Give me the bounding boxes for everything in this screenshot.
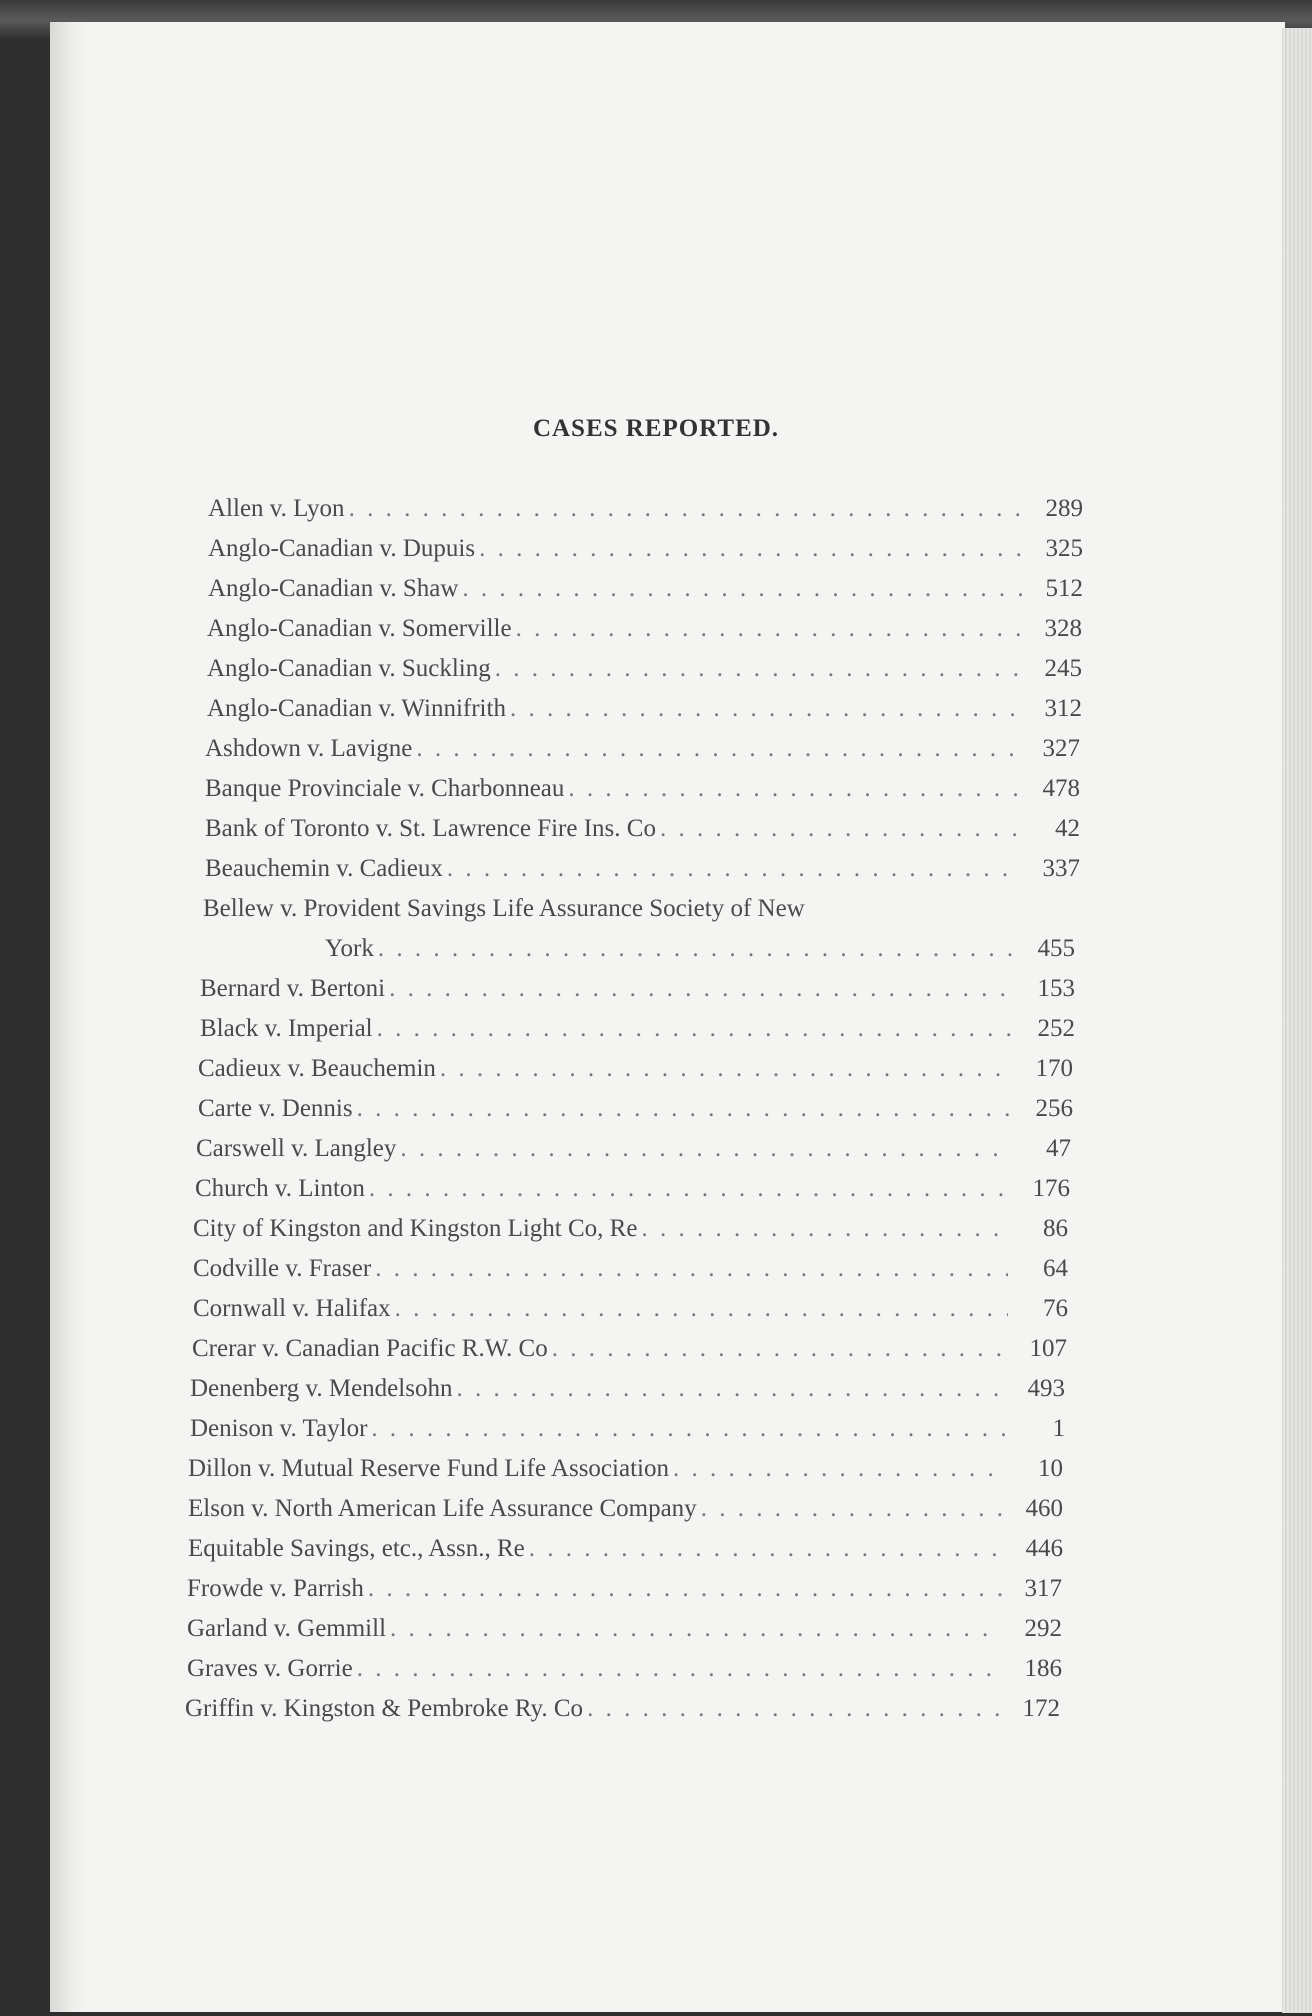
case-page-number: 289 [1045,495,1083,522]
dot-leader [525,1535,1003,1563]
case-name: Crerar v. Canadian Pacific R.W. Co [192,1335,548,1362]
case-name: Equitable Savings, etc., Assn., Re [188,1535,525,1562]
dot-leader [385,975,1015,1003]
case-entry [187,1615,1062,1655]
case-name: Anglo-Canadian v. Shaw [208,575,459,602]
dot-leader [412,735,1020,763]
case-entry [198,1055,1073,1095]
case-entry [208,535,1083,575]
case-page-number: 337 [1042,855,1080,882]
case-name: Anglo-Canadian v. Suckling [207,655,491,682]
case-page-number: 325 [1045,535,1083,562]
dot-leader [697,1495,1003,1523]
case-page-number: 252 [1037,1015,1075,1042]
case-entry [192,1335,1067,1375]
dot-leader [491,655,1022,683]
case-name: Banque Provinciale v. Charbonneau [205,775,565,802]
case-name: Carswell v. Langley [196,1135,397,1162]
page-edges [1282,28,1312,2013]
case-name: Ashdown v. Lavigne [205,735,413,762]
dot-leader [506,695,1022,723]
case-entry [207,615,1082,655]
case-page-number: 76 [1043,1295,1068,1322]
case-entry [193,1255,1068,1295]
dot-leader [512,615,1022,643]
case-page-number: 1 [1052,1415,1065,1442]
dot-leader [452,1375,1005,1403]
case-entry [198,1095,1073,1135]
case-page-number: 312 [1044,695,1082,722]
dot-leader [396,1135,1011,1163]
case-name: Black v. Imperial [200,1015,373,1042]
case-name: Denison v. Taylor [190,1415,368,1442]
case-page-number: 256 [1035,1095,1073,1122]
dot-leader [564,775,1020,803]
dot-leader [583,1695,1000,1723]
dot-leader [669,1455,1003,1483]
case-page-number: 42 [1055,815,1080,842]
case-name: Allen v. Lyon [208,495,345,522]
dot-leader [367,1415,1005,1443]
case-name: Frowde v. Parrish [187,1575,364,1602]
case-entry [190,1375,1065,1415]
case-entry [200,975,1075,1015]
case-entry [207,695,1082,735]
case-page-number: 186 [1024,1655,1062,1682]
case-entry-name-line1: Bellew v. Provident Savings Life Assurance Society of New [203,895,805,922]
dot-leader [364,1575,1002,1603]
case-entry [185,1695,1060,1735]
case-page-number: 478 [1042,775,1080,802]
case-name: Dillon v. Mutual Reserve Fund Life Association [188,1455,669,1482]
dot-leader [458,575,1023,603]
case-name: York [325,935,374,962]
dot-leader [365,1175,1010,1203]
dot-leader [386,1615,1002,1643]
case-page-number: 86 [1043,1215,1068,1242]
case-page-number: 455 [1037,935,1075,962]
case-page-number: 153 [1037,975,1075,1002]
case-entry [205,735,1080,775]
case-entry [205,775,1080,815]
case-entry [200,1015,1075,1055]
case-page-number: 317 [1024,1575,1062,1602]
case-entry [205,815,1080,855]
dot-leader [548,1335,1007,1363]
case-page-number: 328 [1044,615,1082,642]
case-name: Anglo-Canadian v. Dupuis [208,535,476,562]
case-page-number: 107 [1029,1335,1067,1362]
case-entry [195,1175,1070,1215]
case-page-number: 64 [1043,1255,1068,1282]
case-name: City of Kingston and Kingston Light Co, Re [193,1215,638,1242]
page-binding-shadow [50,22,90,2012]
case-entry [188,1495,1063,1535]
dot-leader [345,495,1023,523]
case-page-number: 10 [1038,1455,1063,1482]
case-name: Codville v. Fraser [193,1255,372,1282]
case-page-number: 327 [1042,735,1080,762]
case-entry [190,1415,1065,1455]
case-page-number: 176 [1032,1175,1070,1202]
dot-leader [443,855,1020,883]
case-page-number: 172 [1022,1695,1060,1722]
dot-leader [436,1055,1013,1083]
case-entry [208,575,1083,615]
case-name: Bernard v. Bertoni [200,975,386,1002]
case-page-number: 460 [1025,1495,1063,1522]
case-entry [196,1135,1071,1175]
case-page-number: 493 [1027,1375,1065,1402]
case-name: Elson v. North American Life Assurance Company [188,1495,697,1522]
case-name: Cornwall v. Halifax [193,1295,391,1322]
case-entry [325,935,1075,975]
case-name: Anglo-Canadian v. Somerville [207,615,512,642]
case-name: Beauchemin v. Cadieux [205,855,443,882]
case-page-number: 245 [1044,655,1082,682]
dot-leader [637,1215,1008,1243]
dot-leader [353,1655,1002,1683]
case-name: Griffin v. Kingston & Pembroke Ry. Co [185,1695,584,1722]
case-name: Cadieux v. Beauchemin [198,1055,436,1082]
case-entry [188,1535,1063,1575]
case-entry [188,1455,1063,1495]
case-entry [187,1575,1062,1615]
case-name: Church v. Linton [195,1175,365,1202]
case-entry [193,1215,1068,1255]
case-page-number: 292 [1024,1615,1062,1642]
case-name: Bank of Toronto v. St. Lawrence Fire Ins. Co [205,815,656,842]
page-heading: CASES REPORTED. [532,415,780,442]
case-name: Denenberg v. Mendelsohn [190,1375,453,1402]
case-name: Graves v. Gorrie [187,1655,353,1682]
case-entry [187,1655,1062,1695]
dot-leader [475,535,1023,563]
case-page-number: 47 [1046,1135,1071,1162]
dot-leader [373,1015,1015,1043]
dot-leader [656,815,1020,843]
dot-leader [371,1255,1008,1283]
case-page-number: 170 [1035,1055,1073,1082]
case-name: Anglo-Canadian v. Winnifrith [207,695,506,722]
case-name: Garland v. Gemmill [187,1615,387,1642]
case-entry [205,855,1080,895]
case-entry [208,495,1083,535]
case-name: Carte v. Dennis [198,1095,353,1122]
case-entry [207,655,1082,695]
case-page-number: 446 [1025,1535,1063,1562]
dot-leader [353,1095,1013,1123]
dot-leader [374,935,1015,963]
case-page-number: 512 [1045,575,1083,602]
case-entry [193,1295,1068,1335]
dot-leader [391,1295,1008,1323]
